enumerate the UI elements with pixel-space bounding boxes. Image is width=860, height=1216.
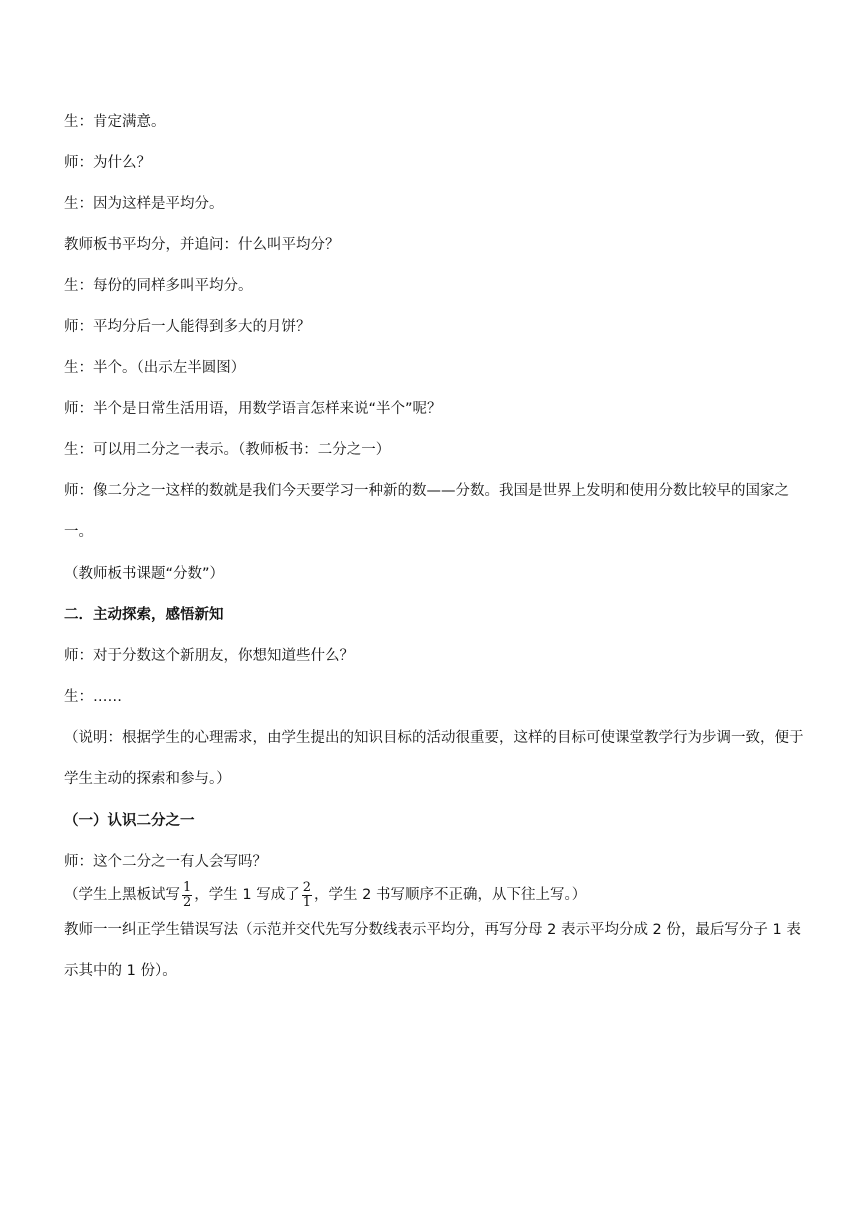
- fraction-line-text-3: ，学生 2 书写顺序不正确，从下往上写。）: [314, 887, 587, 903]
- fraction-line: [64, 880, 804, 910]
- fraction-numerator: 1: [183, 879, 192, 895]
- fraction-line-text-1: （学生上黑板试写: [64, 887, 180, 903]
- dialogue-line: 师：为什么？: [64, 155, 151, 171]
- dialogue-line: 师：对于分数这个新朋友，你想知道些什么？: [64, 648, 354, 664]
- dialogue-line: 教师板书平均分，并追问：什么叫平均分？: [64, 237, 340, 253]
- dialogue-line: 生：因为这样是平均分。: [64, 196, 224, 212]
- dialogue-line: 师：这个二分之一有人会写吗？: [64, 854, 267, 870]
- dialogue-paragraph: 师：像二分之一这样的数就是我们今天要学习一种新的数——分数。我国是世界上发明和使用分数比较早的国家之一。: [64, 483, 789, 540]
- dialogue-line: 生：肯定满意。: [64, 114, 166, 130]
- fraction-denominator: 2: [183, 894, 192, 910]
- explanation-paragraph: （说明：根据学生的心理需求，由学生提出的知识目标的活动很重要，这样的目标可使课堂教学行为步调一致，便于学生主动的探索和参与。）: [64, 730, 804, 787]
- dialogue-line: 师：平均分后一人能得到多大的月饼？: [64, 319, 311, 335]
- fraction-line-text-2: ，学生 1 写成了: [194, 887, 300, 903]
- document-page: [64, 112, 804, 1003]
- fraction-numerator: 2: [302, 879, 312, 895]
- subsection-heading: （一）认识二分之一: [64, 813, 195, 829]
- section-heading: 二．主动探索，感悟新知: [64, 607, 224, 623]
- teacher-correction-paragraph: 教师一一纠正学生错误写法（示范并交代先写分数线表示平均分，再写分母 2 表示平均分成 2 份，最后写分子 1 表示其中的 1 份）。: [64, 922, 801, 979]
- dialogue-line: 生：每份的同样多叫平均分。: [64, 278, 253, 294]
- dialogue-line: 生：……: [64, 689, 122, 705]
- dialogue-line: 生：半个。（出示左半圆图）: [64, 360, 246, 376]
- board-note: （教师板书课题“分数”）: [64, 566, 225, 582]
- fraction-two-over-one: [302, 881, 312, 910]
- fraction-one-half: [182, 881, 192, 910]
- fraction-denominator: 1: [302, 894, 312, 910]
- dialogue-line: 生：可以用二分之一表示。（教师板书：二分之一）: [64, 442, 391, 458]
- dialogue-line: 师：半个是日常生活用语，用数学语言怎样来说“半个”呢？: [64, 401, 442, 417]
